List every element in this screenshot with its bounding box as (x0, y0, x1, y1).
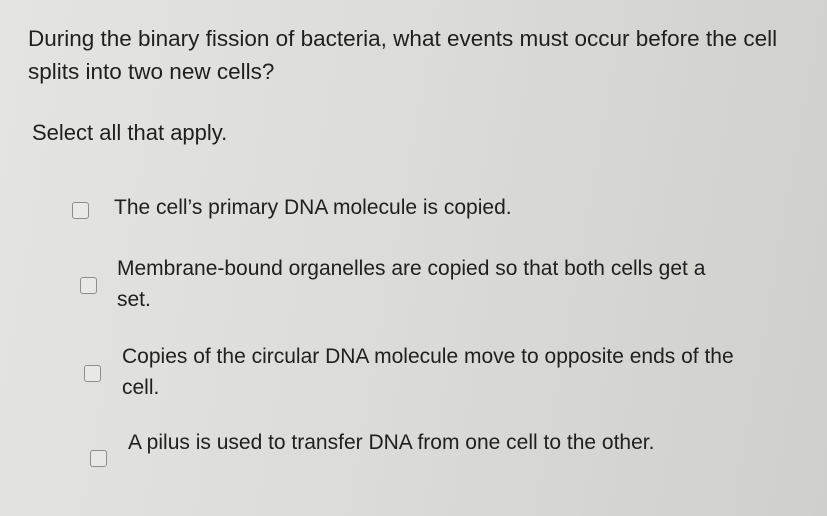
checkbox-option-1[interactable] (72, 202, 89, 219)
option-3-label[interactable]: Copies of the circular DNA molecule move to opposite ends of the cell. (122, 345, 734, 399)
question-text: During the binary fission of bacteria, what events must occur before the cell splits into two new cells? (28, 26, 778, 84)
checkbox-option-4[interactable] (90, 450, 107, 467)
instruction-text: Select all that apply. (32, 120, 228, 145)
option-1-label[interactable]: The cell’s primary DNA molecule is copied. (114, 196, 512, 219)
option-2-label[interactable]: Membrane-bound organelles are copied so that both cells get a set. (117, 257, 706, 311)
option-4-label[interactable]: A pilus is used to transfer DNA from one cell to the other. (128, 431, 655, 454)
checkbox-option-2[interactable] (80, 277, 97, 294)
checkbox-option-3[interactable] (84, 365, 101, 382)
